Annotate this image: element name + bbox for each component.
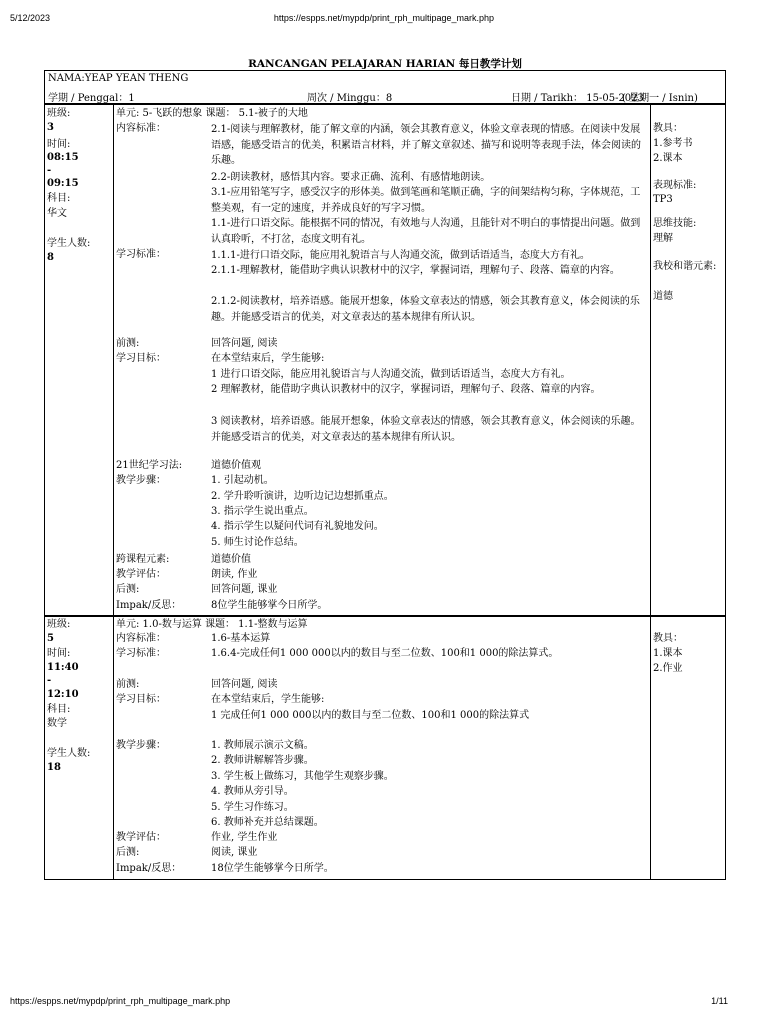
unit-topic: 单元: 5-飞跃的想象 课题： 5.1-被子的大地 [116, 108, 308, 119]
posttest: 阅读, 课业 [211, 847, 258, 858]
time-start: 11:40 [47, 662, 79, 673]
step-item: 1. 引起动机。 [211, 475, 274, 486]
footer-url: https://espps.net/mypdp/print_rph_multipage_mark.php [10, 996, 231, 1006]
posttest-label: 后测: [116, 847, 140, 858]
steps-label: 教学步骤： [116, 475, 166, 486]
time-dash: - [47, 165, 52, 176]
teacher-name: NAMA:YEAP YEAN THENG [48, 73, 189, 84]
steps-label: 教学步骤： [116, 740, 166, 751]
cross-curricular: 道德价值 [211, 554, 251, 565]
impact-label: Impak/反思： [116, 600, 182, 611]
content-standard-item: 3.1-应用铅笔写字，感受汉字的形体美。做到笔画和笔顺正确，字的间架结构匀称，字体规范，工整美观，有一定的速度，并养成良好的写字习惯。 [211, 187, 641, 214]
students-label: 学生人数: [47, 748, 91, 759]
content-standard-label: 内容标准： [116, 123, 166, 134]
lesson-date: 日期 / Tarikh： 15-05-2023 [511, 93, 644, 104]
pretest-label: 前测: [116, 338, 140, 349]
time-end: 09:15 [47, 178, 79, 189]
pak21-label: 21世纪学习法: [116, 460, 183, 471]
objectives-intro: 在本堂结束后，学生能够: [211, 353, 325, 364]
step-item: 3. 学生板上做练习，其他学生观察步骤。 [211, 771, 394, 782]
students-count: 18 [47, 762, 61, 773]
content-standard-item: 2.1-阅读与理解教材，能了解文章的内涵，领会其教育意义，体验文章表现的情感。在阅读中发展语感，能感受语言的优美，积累语言材料，并了解文章叙述、描写和说明等表现手法，体会阅读的乐趣。 [211, 124, 641, 166]
lesson-resources [651, 105, 725, 616]
school-element: 道德 [653, 291, 673, 302]
objective-item: 1 进行口语交际，能应用礼貌语言与人沟通交流，做到话语适当，态度大方有礼。 [211, 369, 571, 380]
print-header [0, 13, 768, 25]
document-title: RANCANGAN PELAJARAN HARIAN 每日教学计划 [248, 58, 522, 70]
time-end: 12:10 [47, 689, 79, 700]
step-item: 5. 学生习作练习。 [211, 802, 294, 813]
objective-item: 2 理解教材，能借助字典认识教材中的汉字，掌握词语，理解句子、段落、篇章的内容。 [211, 384, 601, 395]
students-label: 学生人数: [47, 238, 91, 249]
school-element-label: 我校和谐元素: [653, 261, 717, 272]
lesson-day: ( 星期一 / Isnin) [622, 93, 698, 104]
thinking-skill-label: 思维技能: [653, 218, 697, 229]
objectives-intro: 在本堂结束后，学生能够: [211, 694, 325, 705]
content-standard-label: 内容标准： [116, 633, 166, 644]
class-value: 5 [47, 633, 54, 644]
pretest-label: 前测: [116, 679, 140, 690]
subject-label: 科目: [47, 193, 71, 204]
page-number: 1/11 [711, 996, 728, 1006]
thinking-skill: 理解 [653, 233, 673, 244]
pretest: 回答问题, 阅读 [211, 338, 278, 349]
print-url: https://espps.net/mypdp/print_rph_multipage_mark.php [273, 13, 495, 23]
performance-standard-label: 表现标准: [653, 180, 697, 191]
lesson-meta [45, 105, 114, 616]
lesson-block-2 [44, 615, 726, 880]
evaluation-label: 教学评估： [116, 569, 166, 580]
learning-standard-label: 学习标准： [116, 249, 166, 260]
week: 周次 / Minggu：8 [307, 93, 393, 104]
objectives-label: 学习目标： [116, 694, 166, 705]
evaluation-label: 教学评估： [116, 832, 166, 843]
step-item: 1. 教师展示演示文稿。 [211, 740, 314, 751]
posttest: 回答问题, 课业 [211, 584, 278, 595]
subject-label: 科目: [47, 704, 71, 715]
aids-label: 教具： [653, 123, 683, 134]
step-item: 5. 师生讨论作总结。 [211, 537, 304, 548]
class-value: 3 [47, 122, 54, 133]
aids-item: 1.参考书 [653, 138, 693, 149]
lesson-content [114, 105, 651, 616]
step-item: 4. 指示学生以疑问代词有礼貌地发问。 [211, 521, 384, 532]
step-item: 6. 教师补充并总结课题。 [211, 817, 324, 828]
pretest: 回答问题, 阅读 [211, 679, 278, 690]
learning-standard-item: 2.1.1-理解教材，能借助字典认识教材中的汉字，掌握词语，理解句子、段落、篇章的内容。 [211, 265, 620, 276]
students-count: 8 [47, 252, 54, 263]
content-standard-item: 1.6-基本运算 [211, 633, 271, 644]
aids-item: 2.作业 [653, 663, 683, 674]
lesson-resources [651, 616, 725, 879]
lesson-content [114, 616, 651, 879]
time-start: 08:15 [47, 152, 79, 163]
aids-item: 2.课本 [653, 153, 683, 164]
term: 学期 / Penggal：1 [48, 93, 135, 104]
performance-standard: TP3 [653, 194, 673, 205]
lesson-block-1 [44, 104, 726, 617]
teacher-info-box [44, 70, 726, 104]
step-item: 4. 教师从旁引导。 [211, 786, 294, 797]
step-item: 3. 指示学生说出重点。 [211, 506, 314, 517]
class-label: 班级: [47, 619, 71, 630]
learning-standard-item: 1.1.1-进行口语交际，能应用礼貌语言与人沟通交流，做到话语适当，态度大方有礼。 [211, 250, 590, 261]
time-label: 时间: [47, 648, 71, 659]
unit-topic: 单元: 1.0-数与运算 课题： 1.1-整数与运算 [116, 619, 308, 630]
evaluation: 作业, 学生作业 [211, 832, 278, 843]
objective-item: 3 阅读教材，培养语感。能展开想象，体验文章表达的情感，领会其教育意义，体会阅读的乐趣。并能感受语言的优美，对文章表达的基本规律有所认识。 [211, 416, 641, 443]
learning-standard-label: 学习标准： [116, 648, 166, 659]
class-label: 班级: [47, 108, 71, 119]
aids-item: 1.课本 [653, 648, 683, 659]
subject: 华文 [47, 208, 67, 219]
subject: 数学 [47, 718, 67, 729]
step-item: 2. 教师讲解解答步骤。 [211, 755, 314, 766]
impact: 18位学生能够掌今日所学。 [211, 863, 334, 874]
pak21: 道德价值观 [211, 460, 261, 471]
step-item: 2. 学升聆听演讲，边听边记边想抓重点。 [211, 491, 394, 502]
posttest-label: 后测: [116, 584, 140, 595]
learning-standard-item: 1.6.4-完成任何1 000 000以内的数目与至二位数、100和1 000的除法算式。 [211, 648, 559, 659]
lesson-meta [45, 616, 114, 879]
time-dash: - [47, 675, 52, 686]
content-standard-item: 1.1-进行口语交际。能根据不同的情况，有效地与人沟通，且能针对不明白的事情提出问题。做到认真聆听，不打岔，态度文明有礼。 [211, 218, 641, 245]
impact: 8位学生能够掌今日所学。 [211, 600, 328, 611]
objective-item: 1 完成任何1 000 000以内的数目与至二位数、100和1 000的除法算式 [211, 710, 530, 721]
objectives-label: 学习目标： [116, 353, 166, 364]
print-date: 5/12/2023 [10, 13, 51, 23]
evaluation: 朗读, 作业 [211, 569, 258, 580]
time-label: 时间: [47, 139, 71, 150]
cross-curricular-label: 跨课程元素: [116, 554, 170, 565]
impact-label: Impak/反思： [116, 863, 182, 874]
aids-label: 教具： [653, 633, 683, 644]
learning-standard-item: 2.1.2-阅读教材，培养语感。能展开想象，体验文章表达的情感，领会其教育意义，体会阅读的乐趣。并能感受语言的优美，对文章表达的基本规律有所认识。 [211, 296, 640, 323]
print-footer [0, 996, 768, 1008]
content-standard-item: 2.2-朗读教材，感悟其内容。要求正确、流利、有感情地朗读。 [211, 172, 491, 183]
